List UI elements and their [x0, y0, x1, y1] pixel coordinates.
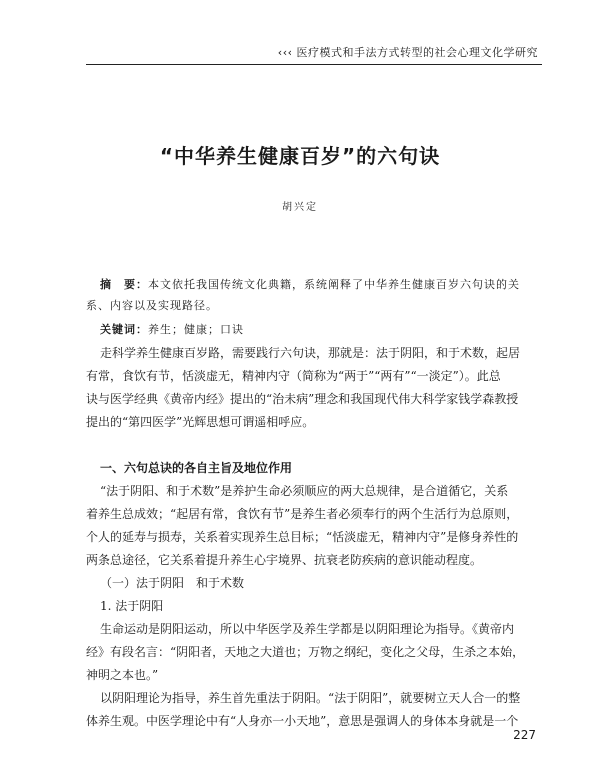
section1-line-3: 个人的延寿与损寿，关系着实现养生总目标；“恬淡虚无，精神内守”是修身养性的: [86, 530, 519, 544]
subsection-item-1: 1. 法于阴阳: [100, 599, 164, 613]
subsection1-line-3: 神明之本也。”: [86, 668, 159, 682]
intro-line-2: 有常，食饮有节，恬淡虚无，精神内守（简称为“两于”“两有”“一淡定”）。此总: [86, 369, 501, 383]
article-author: 胡兴定: [282, 202, 318, 213]
subsection1-line-4: 以阴阳理论为指导，养生首先重法于阴阳。“法于阴阳”，就要树立天人合一的整: [100, 691, 521, 705]
keywords-label: 关键词：: [100, 323, 148, 336]
running-header: ‹‹‹ 医疗模式和手法方式转型的社会心理文化学研究: [277, 46, 538, 59]
abstract-line-1: [100, 276, 520, 292]
section1-line-2: 着养生总成效；“起居有常，食饮有节”是养生者必须奉行的两个生活行为总原则，: [86, 507, 519, 521]
intro-line-1: 走科学养生健康百岁路，需要践行六句诀，那就是：法于阴阳，和于术数，起居: [100, 346, 521, 360]
section-heading-1: 一、六句总诀的各自主旨及地位作用: [100, 461, 293, 475]
abstract-line-2: 系、内容以及实现路径。: [86, 299, 218, 312]
subsection-heading-1: （一）法于阴阳 和于术数: [100, 576, 245, 590]
keywords-line: [100, 321, 244, 337]
keywords-text: 养生；健康；口诀: [148, 323, 244, 336]
subsection1-line-5: 体养生观。中医学理论中有“人身亦一小天地”，意思是强调人的身体本身就是一个: [86, 714, 519, 728]
intro-line-3: 诀与医学经典《黄帝内经》提出的“治未病”理念和我国现代伟大科学家钱学森教授: [86, 392, 519, 406]
page-number: 227: [513, 728, 536, 742]
subsection1-line-2: 经》有段名言：“阴阳者，天地之大道也；万物之纲纪，变化之父母，生杀之本始，: [86, 645, 525, 659]
section1-line-1: “法于阴阳、和于术数”是养护生命必须顺应的两大总规律，是合道循它，关系: [100, 484, 509, 498]
article-title: “中华养生健康百岁”的六句诀: [159, 144, 441, 168]
subsection1-line-1: 生命运动是阴阳运动，所以中华医学及养生学都是以阴阳理论为指导。《黄帝内: [100, 622, 515, 636]
abstract-text-1: 本文依托我国传统文化典籍，系统阐释了中华养生健康百岁六句诀的关: [148, 278, 520, 291]
intro-line-4: 提出的“第四医学”光辉思想可谓遥相呼应。: [86, 415, 315, 429]
header-rule: [86, 64, 542, 65]
abstract-label: 摘 要：: [100, 278, 148, 291]
section1-line-4: 两条总途径，它关系着提升养生心宇境界、抗衰老防疾病的意识能动程度。: [86, 553, 483, 567]
